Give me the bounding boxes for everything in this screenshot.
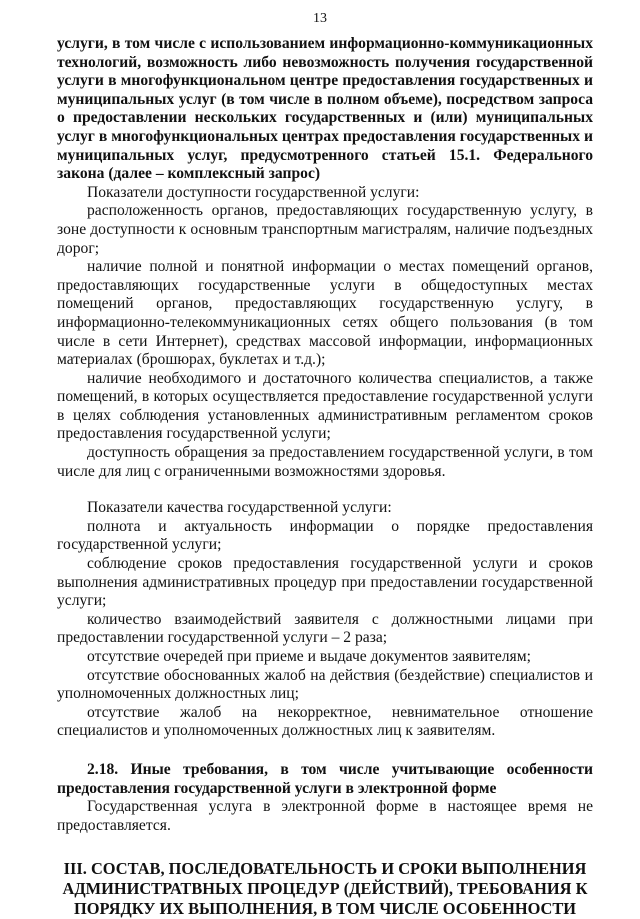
section-2-18-heading: 2.18. Иные требования, в том числе учитывающие особенности предоставления государственной услуги в электронной форме	[57, 760, 593, 797]
paragraph-complex-request: услуги, в том числе с использованием информационно-коммуникационных технологий, возможность либо невозможность получения государственной услуги в многофункциональном центре предоставления государственных и муниципальных услуг (в том числе в полном объеме), посредством запроса о предоставлении нескольких государственных и (или) муниципальных услуг в многофункциональных центрах предоставления государственных и муниципальных услуг, предусмотренного статьей 15.1. Федерального закона (далее – комплексный запрос)	[57, 35, 593, 183]
paragraph-quality-deadlines: соблюдение сроков предоставления государственной услуги и сроков выполнения административных процедур при предоставлении государственной услуги;	[57, 555, 593, 610]
paragraph-quality-info: полнота и актуальность информации о порядке предоставления государственной услуги;	[57, 517, 593, 554]
spacer	[57, 835, 593, 859]
spacer	[57, 741, 593, 761]
paragraph-quality-queues: отсутствие очередей при приеме и выдаче документов заявителям;	[87, 648, 531, 665]
paragraph-electronic-form: Государственная услуга в электронной форме в настоящее время не предоставляется.	[57, 798, 593, 834]
paragraph-quality-attitude: отсутствие жалоб на некорректное, невнимательное отношение специалистов и уполномоченных должностных лиц к заявителям.	[57, 703, 593, 740]
paragraph-accessibility-heading: Показатели доступности государственной услуги:	[87, 183, 420, 201]
paragraph-accessibility-location: расположенность органов, предоставляющих государственную услугу, в зоне доступности к основным транспортным магистралям, наличие подъездных дорог;	[57, 202, 593, 257]
page-body	[57, 35, 593, 919]
paragraph-quality-complaints: отсутствие обоснованных жалоб на действия (бездействие) специалистов и уполномоченных должностных лиц;	[57, 666, 593, 703]
paragraph-quality-heading: Показатели качества государственной услуги:	[87, 499, 392, 517]
spacer	[57, 481, 593, 499]
paragraph-accessibility-info: наличие полной и понятной информации о местах помещений органов, предоставляющих государственные услуги в общедоступных местах помещений органов, предоставляющих государственную услугу, в информационно-телекоммуникационных сетях общего пользования (в том числе в сети Интернет), средствах массовой информации, информационных материалах (брошюрах, буклетах и т.д.);	[57, 258, 593, 369]
page-number: 13	[313, 11, 327, 26]
section-3-title: III. СОСТАВ, ПОСЛЕДОВАТЕЛЬНОСТЬ И СРОКИ ВЫПОЛНЕНИЯ АДМИНИСТРАТВНЫХ ПРОЦЕДУР (ДЕЙСТВИЙ), ТРЕБОВАНИЯ К ПОРЯДКУ ИХ ВЫПОЛНЕНИЯ, В ТОМ ЧИСЛЕ ОСОБЕННОСТИ	[62, 859, 588, 919]
paragraph-accessibility-disabled: доступность обращения за предоставлением государственной услуги, в том числе для лиц с ограниченными возможностями здоровья.	[57, 444, 593, 480]
paragraph-accessibility-staff: наличие необходимого и достаточного количества специалистов, а также помещений, в которых осуществляется предоставление государственной услуги в целях соблюдения установленных административным регламентом сроков предоставления государственной услуги;	[57, 369, 593, 443]
paragraph-quality-interactions: количество взаимодействий заявителя с должностными лицами при предоставлении государственной услуги – 2 раза;	[57, 610, 593, 647]
